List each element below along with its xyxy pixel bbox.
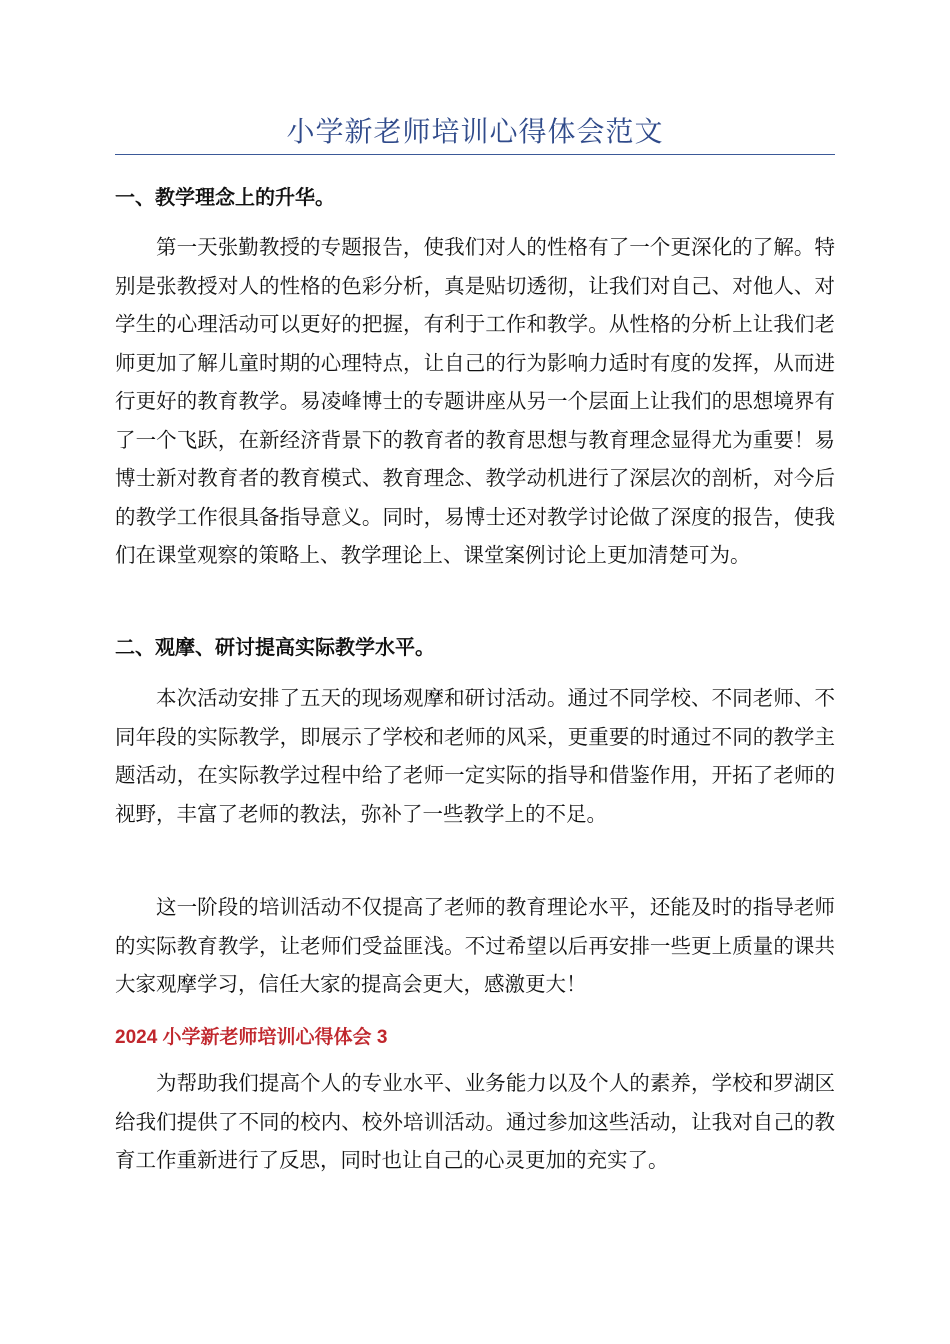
section-2-paragraph-2: 这一阶段的培训活动不仅提高了老师的教育理论水平，还能及时的指导老师的实际教育教学，让老师们受益匪浅。不过希望以后再安排一些更上质量的课共大家观摩学习，信任大家的提高会更大，感激更大！	[115, 895, 835, 996]
section-heading-2: 二、观摩、研讨提高实际教学水平。	[115, 635, 435, 659]
section-heading-3: 2024 小学新老师培训心得体会 3	[115, 1027, 388, 1048]
section-1-paragraph-1: 第一天张勤教授的专题报告，使我们对人的性格有了一个更深化的了解。特别是张教授对人的性格的色彩分析，真是贴切透彻，让我们对自己、对他人、对学生的心理活动可以更好的把握，有利于工作和教学。从性格的分析上让我们老师更加了解儿童时期的心理特点，让自己的行为影响力适时有度的发挥，从而进行更好的教育教学。易凌峰博士的专题讲座从另一个层面上让我们的思想境界有了一个飞跃，在新经济背景下的教育者的教育思想与教育理念显得尤为重要！易博士新对教育者的教育模式、教育理念、教学动机进行了深层次的剖析，对今后的教学工作很具备指导意义。同时，易博士还对教学讨论做了深度的报告，使我们在课堂观察的策略上、教学理论上、课堂案例讨论上更加清楚可为。	[115, 235, 835, 567]
section-heading-1: 一、教学理念上的升华。	[115, 185, 335, 209]
section-3-paragraph-1: 为帮助我们提高个人的专业水平、业务能力以及个人的素养，学校和罗湖区给我们提供了不同的校内、校外培训活动。通过参加这些活动，让我对自己的教育工作重新进行了反思，同时也让自己的心灵更加的充实了。	[115, 1071, 835, 1172]
document-title: 小学新老师培训心得体会范文	[286, 115, 664, 148]
title-underline	[115, 154, 835, 155]
section-2-paragraph-1: 本次活动安排了五天的现场观摩和研讨活动。通过不同学校、不同老师、不同年段的实际教学，即展示了学校和老师的风采，更重要的时通过不同的教学主题活动，在实际教学过程中给了老师一定实际的指导和借鉴作用，开拓了老师的视野，丰富了老师的教法，弥补了一些教学上的不足。	[115, 686, 835, 826]
